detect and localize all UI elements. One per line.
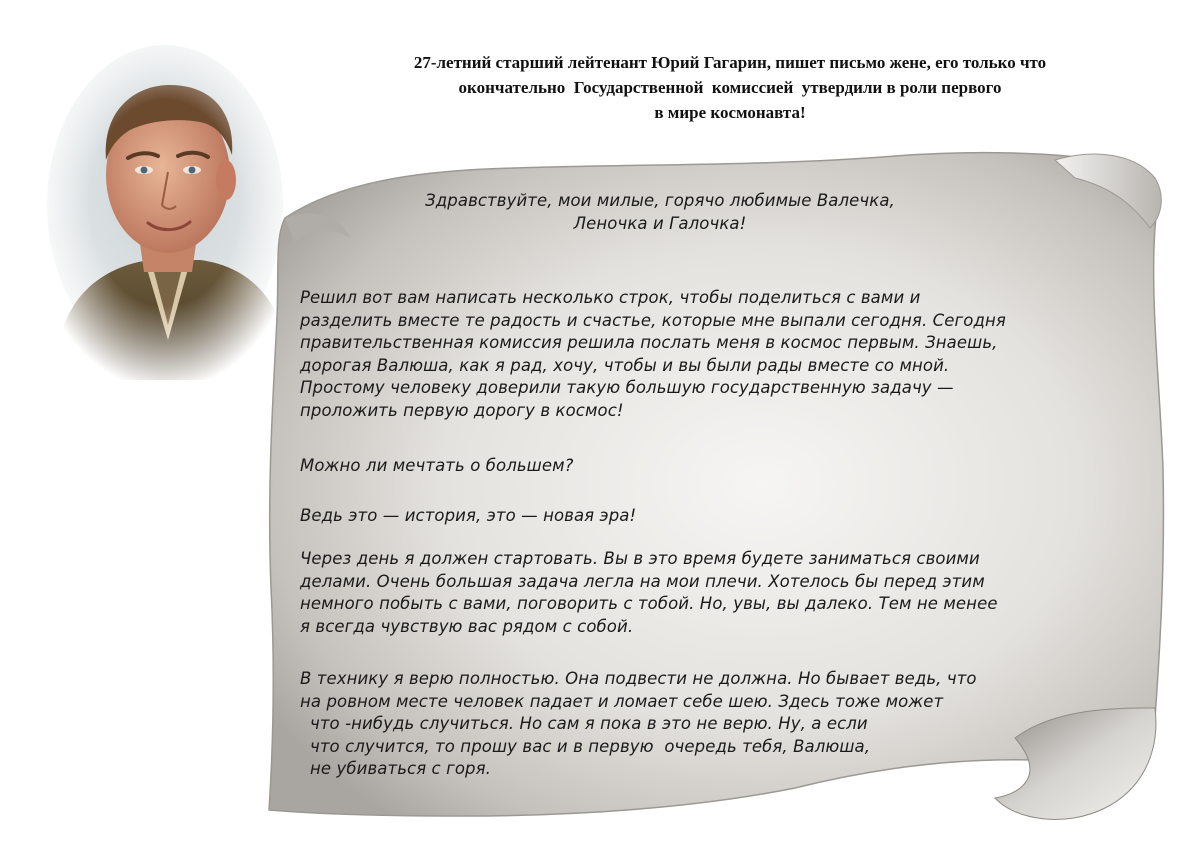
letter-line: на ровном месте человек падает и ломает себе шею. Здесь тоже может bbox=[300, 691, 944, 711]
letter-paragraph-3 bbox=[300, 505, 636, 528]
letter-line: Простому человеку доверили такую большую государственную задачу — bbox=[300, 378, 954, 397]
letter-line: В технику я верю полностью. Она подвести не должна. Но бывает ведь, что bbox=[300, 669, 977, 688]
letter-line: разделить вместе те радость и счастье, которые мне выпали сегодня. Сегодня bbox=[300, 310, 1006, 330]
letter-line: Ведь это — история, это — новая эра! bbox=[300, 506, 637, 525]
letter-paragraph-4 bbox=[300, 548, 998, 638]
letter-greeting bbox=[300, 190, 1020, 235]
letter-line: дорогая Валюша, как я рад, хочу, чтобы и вы были рады вместе со мной. bbox=[300, 355, 950, 375]
letter-line: правительственная комиссия решила послать меня в космос первым. Знаешь, bbox=[300, 333, 998, 352]
letter-paragraph-2 bbox=[300, 455, 574, 478]
letter-line: Через день я должен стартовать. Вы в это время будете заниматься своими bbox=[300, 549, 980, 568]
portrait-photo bbox=[40, 40, 290, 380]
letter-line: Можно ли мечтать о большем? bbox=[300, 456, 574, 475]
letter-line: что случится, то прошу вас и в первую очередь тебя, Валюша, bbox=[310, 736, 871, 756]
caption-line: окончательно Государственной комиссией утвердили в роли первого bbox=[458, 78, 1002, 97]
letter-line: Леночка и Галочка! bbox=[573, 213, 747, 233]
letter-paragraph-5 bbox=[300, 668, 977, 781]
letter-line: немного побыть с вами, поговорить с тобой. Но, увы, вы далеко. Тем не менее bbox=[300, 594, 998, 613]
letter-line: я всегда чувствую вас рядом с собой. bbox=[300, 616, 634, 636]
letter-line: что -нибудь случиться. Но сам я пока в это не верю. Ну, а если bbox=[310, 714, 868, 733]
letter-line: проложить первую дорогу в космос! bbox=[300, 400, 624, 420]
letter-line: не убиваться с горя. bbox=[310, 759, 491, 778]
caption-heading bbox=[330, 50, 1130, 125]
letter-paragraph-1 bbox=[300, 287, 1006, 422]
caption-line: в мире космонавта! bbox=[654, 103, 806, 122]
caption-line: 27-летний старший лейтенант Юрий Гагарин, пишет письмо жене, его только что bbox=[413, 53, 1047, 72]
letter-line: Здравствуйте, мои милые, горячо любимые Валечка, bbox=[425, 191, 895, 210]
letter-line: делами. Очень большая задача легла на мои плечи. Хотелось бы перед этим bbox=[300, 571, 985, 591]
letter-line: Решил вот вам написать несколько строк, чтобы поделиться с вами и bbox=[300, 288, 921, 307]
